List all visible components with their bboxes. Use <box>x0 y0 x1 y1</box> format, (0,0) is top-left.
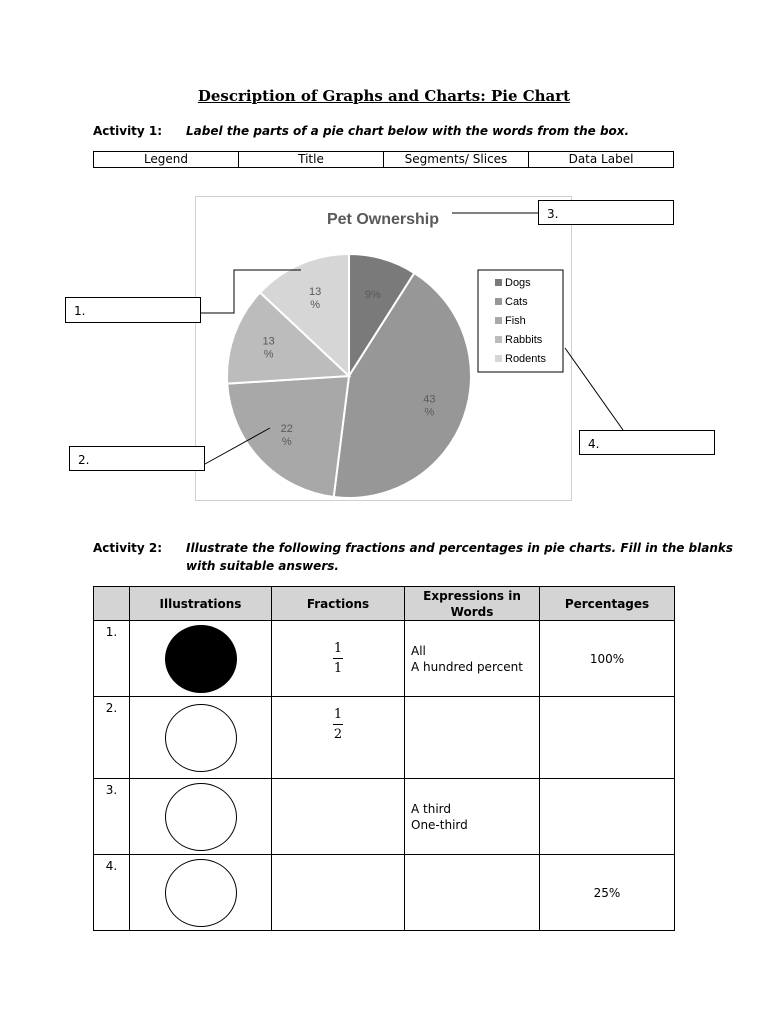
chart-title: Pet Ownership <box>326 211 440 228</box>
row-number: 4. <box>94 855 130 931</box>
legend-label-fish: Fish <box>505 315 526 327</box>
empty-circle <box>165 783 237 851</box>
data-label-rodents: 13 % <box>308 286 322 312</box>
row-number: 2. <box>94 697 130 779</box>
word-legend: Legend <box>94 152 239 167</box>
words-cell[interactable] <box>405 697 540 779</box>
data-label-rabbits: 13 % <box>262 335 275 361</box>
activity-1-label: Activity 1: <box>93 124 163 138</box>
percentage-cell[interactable] <box>540 779 675 855</box>
row-number: 3. <box>94 779 130 855</box>
answer-box-3[interactable]: 3. <box>538 200 674 225</box>
table-row <box>94 697 675 779</box>
legend-label-cats: Cats <box>505 296 528 308</box>
data-label-fish: 22 % <box>280 422 293 448</box>
fraction-cell[interactable] <box>272 697 405 779</box>
leader-line-4 <box>565 348 623 430</box>
header-illustrations: Illustrations <box>130 587 272 621</box>
table-header-row <box>94 587 675 621</box>
empty-circle <box>165 859 237 927</box>
header-fractions: Fractions <box>272 587 405 621</box>
fraction-table <box>93 586 675 931</box>
legend-swatch-cats <box>495 298 502 305</box>
legend-label-rabbits: Rabbits <box>505 334 543 346</box>
activity-2-line-2: with suitable answers. <box>186 559 339 573</box>
header-percentages: Percentages <box>540 587 675 621</box>
answer-box-2[interactable]: 2. <box>69 446 205 471</box>
illustration-cell[interactable] <box>130 855 272 931</box>
word-data-label: Data Label <box>568 152 634 166</box>
table-row <box>94 779 675 855</box>
fraction: $\frac{1}{2}$ <box>333 707 343 742</box>
percentage-cell[interactable]: 100% <box>540 621 675 697</box>
data-label-cats: 43 % <box>423 393 436 419</box>
fraction-cell[interactable] <box>272 855 405 931</box>
header-expressions <box>405 587 540 621</box>
answer-box-4[interactable]: 4. <box>579 430 715 455</box>
legend-swatch-rodents <box>495 355 502 362</box>
row-number: 1. <box>94 621 130 697</box>
percentage-cell[interactable] <box>540 697 675 779</box>
header-number <box>94 587 130 621</box>
legend-swatch-dogs <box>495 279 502 286</box>
activity-1-instructions: Label the parts of a pie chart below with the words from the box. <box>186 124 630 138</box>
words-cell[interactable]: All A hundred percent <box>405 621 540 697</box>
fraction: $\frac{1}{1}$ <box>333 641 343 676</box>
fraction-cell[interactable] <box>272 621 405 697</box>
table-row <box>94 855 675 931</box>
fraction-cell[interactable] <box>272 779 405 855</box>
illustration-cell[interactable] <box>130 621 272 697</box>
data-label-dogs: 9% <box>364 288 381 301</box>
activity-2-instructions <box>186 539 733 575</box>
activity-2-label: Activity 2: <box>93 541 163 555</box>
table-row <box>94 621 675 697</box>
words-cell[interactable]: A third One-third <box>405 779 540 855</box>
header-expressions-text: Expressions in Words <box>423 588 521 619</box>
illustration-cell[interactable] <box>130 697 272 779</box>
legend-swatch-rabbits <box>495 336 502 343</box>
words-cell[interactable] <box>405 855 540 931</box>
legend-label-dogs: Dogs <box>505 277 531 289</box>
illustration-cell[interactable] <box>130 779 272 855</box>
legend-swatch-fish <box>495 317 502 324</box>
activity-2-line-1: Illustrate the following fractions and percentages in pie charts. Fill in the blanks <box>186 541 734 555</box>
legend-label-rodents: Rodents <box>505 353 546 365</box>
answer-box-1[interactable]: 1. <box>65 297 201 323</box>
percentage-cell[interactable]: 25% <box>540 855 675 931</box>
word-title: Title <box>239 152 384 167</box>
filled-circle <box>165 625 237 693</box>
page-title: Description of Graphs and Charts: Pie Chart <box>197 87 571 105</box>
empty-circle <box>165 704 237 772</box>
word-segments: Segments/ Slices <box>384 152 529 167</box>
